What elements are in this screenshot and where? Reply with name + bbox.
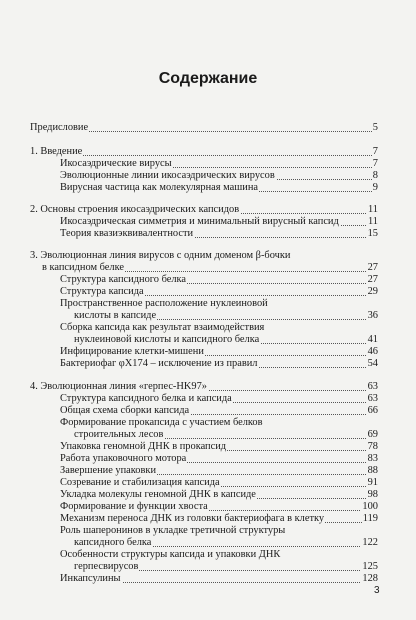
toc-entry[interactable]: 1. Введение 7: [30, 146, 378, 157]
toc-entry[interactable]: Структура капсида 29: [60, 286, 378, 297]
toc-entry-line[interactable]: Роль шаперонинов в укладке третичной структуры: [60, 525, 286, 536]
toc-entry[interactable]: Теория квазиэквивалентности 15: [60, 228, 378, 239]
toc-entry[interactable]: в капсидном белке 27: [42, 262, 378, 273]
toc-entry[interactable]: Икосаэдрические вирусы 7: [60, 158, 378, 169]
toc-entry[interactable]: Упаковка геномной ДНК в прокапсид 78: [60, 441, 378, 452]
toc-entry[interactable]: Инкапсулины 128: [60, 573, 378, 584]
toc-entry-line[interactable]: 3. Эволюционная линия вирусов с одним доменом β-бочки: [30, 250, 291, 261]
toc-entry-line[interactable]: Особенности структуры капсида и упаковки ДНК: [60, 549, 281, 560]
page-number: 3: [374, 585, 380, 596]
toc-entry[interactable]: Укладка молекулы геномной ДНК в капсиде 98: [60, 489, 378, 500]
toc-entry[interactable]: Вирусная частица как молекулярная машина 9: [60, 182, 378, 193]
toc-entry-line[interactable]: Пространственное расположение нуклеиновой: [60, 298, 268, 309]
toc-entry[interactable]: капсидного белка 122: [74, 537, 378, 548]
toc-entry[interactable]: 4. Эволюционная линия «герпес-HK97» 63: [30, 381, 378, 392]
toc-entry[interactable]: нуклеиновой кислоты и капсидного белка 41: [74, 334, 378, 345]
toc-entry[interactable]: герпесвирусов 125: [74, 561, 378, 572]
page-title: Содержание: [158, 70, 258, 87]
toc-entry[interactable]: Эволюционные линии икосаэдрических вирусов 8: [60, 170, 378, 181]
toc-entry-line[interactable]: Формирование прокапсида с участием белков: [60, 417, 263, 428]
toc-entry[interactable]: Инфицирование клетки-мишени 46: [60, 346, 378, 357]
toc-entry[interactable]: Бактериофаг φX174 – исключение из правил 54: [60, 358, 378, 369]
toc-entry[interactable]: Структура капсидного белка 27: [60, 274, 378, 285]
toc-entry[interactable]: строительных лесов 69: [74, 429, 378, 440]
toc-entry[interactable]: кислоты в капсиде 36: [74, 310, 378, 321]
toc-entry[interactable]: 2. Основы строения икосаэдрических капсидов 11: [30, 204, 378, 215]
toc-entry[interactable]: Структура капсидного белка и капсида 63: [60, 393, 378, 404]
toc-entry[interactable]: Завершение упаковки 88: [60, 465, 378, 476]
toc-entry[interactable]: Предисловие 5: [30, 122, 378, 133]
toc-entry[interactable]: Общая схема сборки капсида 66: [60, 405, 378, 416]
toc-entry[interactable]: Созревание и стабилизация капсида 91: [60, 477, 378, 488]
toc-entry-line[interactable]: Сборка капсида как результат взаимодействия: [60, 322, 265, 333]
toc-entry[interactable]: Формирование и функции хвоста 100: [60, 501, 378, 512]
toc-entry[interactable]: Работа упаковочного мотора 83: [60, 453, 378, 464]
toc-entry[interactable]: Механизм переноса ДНК из головки бактериофага в клетку 119: [60, 513, 378, 524]
toc-entry[interactable]: Икосаэдрическая симметрия и минимальный вирусный капсид 11: [60, 216, 378, 227]
